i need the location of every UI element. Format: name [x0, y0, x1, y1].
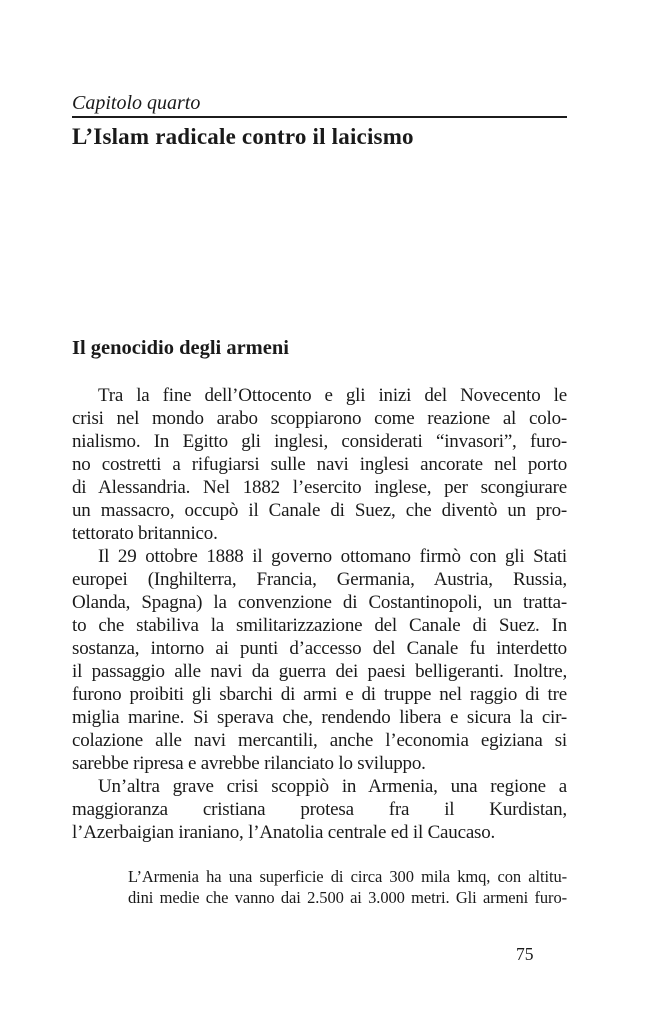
text-line: maggioranza cristiana protesa fra il Kurdistan,: [72, 799, 567, 820]
text-line: Il 29 ottobre 1888 il governo ottomano firmò con gli Stati: [98, 546, 567, 567]
text-line: to che stabiliva la smilitarizzazione del Canale di Suez. In: [72, 615, 567, 636]
text-line: Olanda, Spagna) la convenzione di Costantinopoli, un tratta-: [72, 592, 567, 613]
text-line: di Alessandria. Nel 1882 l’esercito inglese, per scongiurare: [72, 477, 567, 498]
chapter-label: Capitolo quarto: [72, 93, 567, 118]
text-line: dini medie che vanno dai 2.500 ai 3.000 metri. Gli armeni furo-: [128, 888, 567, 907]
page-number: 75: [516, 944, 534, 964]
text-line: l’Azerbaigian iraniano, l’Anatolia centrale ed il Caucaso.: [72, 822, 496, 843]
text-line: Tra la fine dell’Ottocento e gli inizi del Novecento le: [98, 385, 567, 406]
text-line: furono proibiti gli sbarchi di armi e di truppe nel raggio di tre: [72, 684, 567, 705]
text-line: sostanza, intorno ai punti d’accesso del Canale fu interdetto: [72, 638, 567, 659]
text-line: miglia marine. Si sperava che, rendendo libera e sicura la cir-: [72, 707, 567, 728]
paragraph: [72, 384, 567, 545]
text-line: europei (Inghilterra, Francia, Germania, Austria, Russia,: [72, 569, 567, 590]
quote-block: [128, 866, 567, 908]
text-line: L’Armenia ha una superficie di circa 300 mila kmq, con altitu-: [128, 867, 567, 886]
text-line: il passaggio alle navi da guerra dei paesi belligeranti. Inoltre,: [72, 661, 567, 682]
body-text: [72, 384, 567, 844]
text-line: crisi nel mondo arabo scoppiarono come reazione al colo-: [72, 408, 567, 429]
text-line: colazione alle navi mercantili, anche l’economia egiziana si: [72, 730, 567, 751]
text-line: Un’altra grave crisi scoppiò in Armenia, una regione a: [98, 776, 567, 797]
chapter-header: [72, 93, 567, 150]
text-line: tettorato britannico.: [72, 523, 218, 544]
section-heading: Il genocidio degli armeni: [72, 337, 289, 359]
paragraph: [72, 545, 567, 775]
text-line: no costretti a rifugiarsi sulle navi inglesi ancorate nel porto: [72, 454, 567, 475]
chapter-title: L’Islam radicale contro il laicismo: [72, 124, 414, 149]
paragraph: [72, 775, 567, 844]
text-line: sarebbe ripresa e avrebbe rilanciato lo sviluppo.: [72, 753, 426, 774]
text-line: nialismo. In Egitto gli inglesi, considerati “invasori”, furo-: [72, 431, 567, 452]
text-line: un massacro, occupò il Canale di Suez, che diventò un pro-: [72, 500, 567, 521]
